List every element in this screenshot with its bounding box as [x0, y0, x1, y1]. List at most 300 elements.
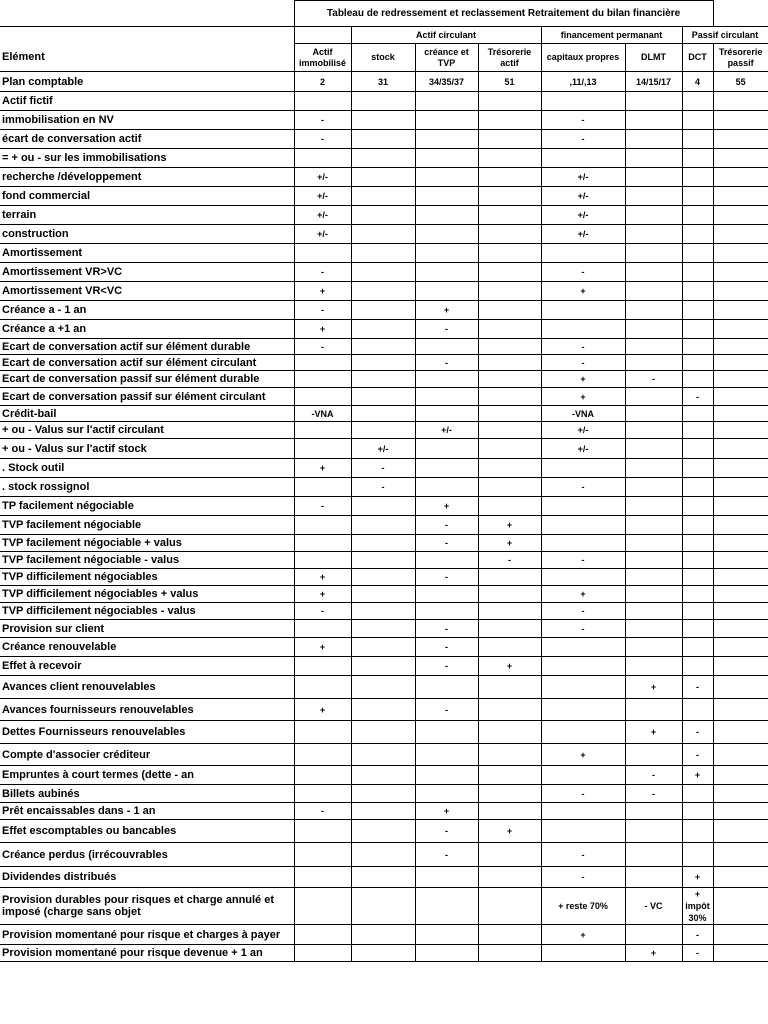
value-cell: [294, 925, 351, 945]
value-cell: [478, 888, 541, 925]
value-cell: 34/35/37: [415, 72, 478, 92]
value-cell: [415, 187, 478, 206]
table-row: [0, 766, 768, 785]
value-cell: [625, 187, 682, 206]
value-cell: [541, 516, 625, 535]
value-cell: [713, 406, 768, 422]
value-cell: [625, 388, 682, 406]
value-cell: -: [415, 535, 478, 552]
row-label: Ecart de conversation actif sur élément durable: [0, 339, 294, 355]
value-cell: +: [478, 657, 541, 676]
value-cell: [713, 516, 768, 535]
value-cell: [478, 187, 541, 206]
value-cell: [415, 744, 478, 766]
row-label: Plan comptable: [0, 72, 294, 92]
header-dct: DCT: [682, 44, 713, 72]
value-cell: [478, 206, 541, 225]
value-cell: [713, 339, 768, 355]
value-cell: [351, 620, 415, 638]
value-cell: 51: [478, 72, 541, 92]
value-cell: -: [682, 925, 713, 945]
value-cell: [415, 945, 478, 962]
value-cell: -: [478, 552, 541, 569]
value-cell: +: [625, 945, 682, 962]
value-cell: [478, 439, 541, 459]
value-cell: +: [294, 638, 351, 657]
value-cell: [294, 244, 351, 263]
row-label: Provision momentané pour risque devenue + 1 an: [0, 945, 294, 962]
value-cell: [415, 339, 478, 355]
value-cell: [351, 867, 415, 888]
value-cell: -VNA: [294, 406, 351, 422]
value-cell: [625, 339, 682, 355]
value-cell: [625, 439, 682, 459]
value-cell: [478, 676, 541, 699]
value-cell: [682, 586, 713, 603]
value-cell: [682, 552, 713, 569]
value-cell: -: [415, 516, 478, 535]
value-cell: [478, 785, 541, 803]
value-cell: [541, 820, 625, 843]
row-label: Avances fournisseurs renouvelables: [0, 699, 294, 721]
value-cell: +: [415, 497, 478, 516]
value-cell: +: [541, 388, 625, 406]
table-row: [0, 744, 768, 766]
value-cell: [478, 925, 541, 945]
value-cell: [351, 803, 415, 820]
value-cell: -: [541, 111, 625, 130]
group-financement-permanant: financement permanant: [541, 27, 682, 44]
value-cell: [294, 867, 351, 888]
value-cell: [478, 721, 541, 744]
value-cell: -: [625, 371, 682, 388]
value-cell: [713, 603, 768, 620]
value-cell: [541, 766, 625, 785]
value-cell: ,11/,13: [541, 72, 625, 92]
value-cell: 14/15/17: [625, 72, 682, 92]
value-cell: -: [415, 843, 478, 867]
value-cell: +: [294, 459, 351, 478]
value-cell: [682, 187, 713, 206]
group-actif-circulant: Actif circulant: [351, 27, 541, 44]
value-cell: -: [541, 478, 625, 497]
value-cell: [541, 657, 625, 676]
value-cell: [682, 149, 713, 168]
value-cell: [351, 263, 415, 282]
value-cell: [682, 422, 713, 439]
value-cell: [625, 569, 682, 586]
value-cell: [713, 843, 768, 867]
value-cell: [713, 676, 768, 699]
value-cell: [294, 439, 351, 459]
row-label: Dividendes distribués: [0, 867, 294, 888]
table-row: [0, 111, 768, 130]
table-row: [0, 497, 768, 516]
value-cell: [478, 569, 541, 586]
value-cell: [625, 149, 682, 168]
value-cell: -: [294, 111, 351, 130]
value-cell: [713, 355, 768, 371]
row-label: TVP facilement négociable + valus: [0, 535, 294, 552]
value-cell: [478, 130, 541, 149]
value-cell: -: [415, 638, 478, 657]
value-cell: [541, 569, 625, 586]
value-cell: [351, 945, 415, 962]
value-cell: [713, 225, 768, 244]
value-cell: -: [294, 263, 351, 282]
blank-cell: [713, 1, 768, 27]
value-cell: [415, 263, 478, 282]
value-cell: [415, 439, 478, 459]
row-label: fond commercial: [0, 187, 294, 206]
value-cell: -: [541, 339, 625, 355]
value-cell: [294, 388, 351, 406]
value-cell: -: [294, 803, 351, 820]
table-row: [0, 439, 768, 459]
value-cell: [682, 603, 713, 620]
table-row: [0, 388, 768, 406]
table-row: [0, 535, 768, 552]
table-row: [0, 552, 768, 569]
group-passif-circulant: Passif circulant: [682, 27, 768, 44]
value-cell: [294, 676, 351, 699]
value-cell: [415, 867, 478, 888]
row-label: Compte d'associer créditeur: [0, 744, 294, 766]
value-cell: [713, 638, 768, 657]
title-row: [0, 1, 768, 27]
value-cell: [682, 638, 713, 657]
value-cell: [478, 111, 541, 130]
row-label: Créance renouvelable: [0, 638, 294, 657]
value-cell: [682, 406, 713, 422]
value-cell: [351, 130, 415, 149]
value-cell: [478, 497, 541, 516]
value-cell: 4: [682, 72, 713, 92]
value-cell: [682, 320, 713, 339]
value-cell: [478, 945, 541, 962]
value-cell: -: [294, 339, 351, 355]
value-cell: [682, 785, 713, 803]
value-cell: [351, 586, 415, 603]
value-cell: [415, 676, 478, 699]
value-cell: -: [541, 867, 625, 888]
value-cell: [478, 766, 541, 785]
value-cell: [478, 586, 541, 603]
row-label: Créance perdus (irrécouvrables: [0, 843, 294, 867]
value-cell: [351, 225, 415, 244]
value-cell: [351, 603, 415, 620]
value-cell: 2: [294, 72, 351, 92]
value-cell: [294, 888, 351, 925]
value-cell: -: [682, 721, 713, 744]
value-cell: [713, 301, 768, 320]
value-cell: -: [682, 388, 713, 406]
value-cell: [682, 699, 713, 721]
value-cell: [351, 149, 415, 168]
value-cell: [713, 497, 768, 516]
table-row: [0, 187, 768, 206]
header-tresorerie-passif: Trésorerie passif: [713, 44, 768, 72]
value-cell: [415, 206, 478, 225]
value-cell: +: [541, 744, 625, 766]
value-cell: [351, 638, 415, 657]
value-cell: [682, 516, 713, 535]
value-cell: -: [415, 820, 478, 843]
value-cell: [625, 603, 682, 620]
value-cell: [682, 535, 713, 552]
value-cell: +/-: [294, 187, 351, 206]
value-cell: [682, 620, 713, 638]
value-cell: + reste 70%: [541, 888, 625, 925]
value-cell: +: [541, 282, 625, 301]
value-cell: [682, 355, 713, 371]
value-cell: 31: [351, 72, 415, 92]
table-row: [0, 676, 768, 699]
value-cell: [713, 244, 768, 263]
value-cell: [625, 422, 682, 439]
value-cell: [415, 586, 478, 603]
value-cell: [713, 439, 768, 459]
value-cell: -VNA: [541, 406, 625, 422]
row-label: Ecart de conversation passif sur élément durable: [0, 371, 294, 388]
value-cell: +: [415, 803, 478, 820]
value-cell: [351, 187, 415, 206]
value-cell: [294, 478, 351, 497]
table-row: [0, 371, 768, 388]
value-cell: [541, 676, 625, 699]
header-capitaux-propres: capitaux propres: [541, 44, 625, 72]
value-cell: [682, 168, 713, 187]
value-cell: [415, 111, 478, 130]
table-row: [0, 820, 768, 843]
value-cell: [682, 206, 713, 225]
value-cell: [415, 168, 478, 187]
value-cell: [351, 111, 415, 130]
value-cell: -: [541, 785, 625, 803]
value-cell: +: [294, 320, 351, 339]
value-cell: -: [682, 945, 713, 962]
value-cell: [682, 843, 713, 867]
value-cell: [478, 168, 541, 187]
value-cell: +: [415, 301, 478, 320]
value-cell: [415, 406, 478, 422]
table-row: [0, 478, 768, 497]
table-row: [0, 406, 768, 422]
value-cell: [713, 422, 768, 439]
value-cell: [351, 422, 415, 439]
value-cell: [625, 263, 682, 282]
value-cell: [713, 888, 768, 925]
value-cell: +/-: [541, 225, 625, 244]
value-cell: 55: [713, 72, 768, 92]
row-label: Avances client renouvelables: [0, 676, 294, 699]
value-cell: [351, 206, 415, 225]
value-cell: [478, 478, 541, 497]
value-cell: [294, 766, 351, 785]
value-cell: [478, 867, 541, 888]
header-dlmt: DLMT: [625, 44, 682, 72]
value-cell: [294, 92, 351, 111]
table-row: [0, 785, 768, 803]
value-cell: [351, 371, 415, 388]
value-cell: [713, 206, 768, 225]
value-cell: -: [294, 130, 351, 149]
table-row: [0, 168, 768, 187]
value-cell: [682, 92, 713, 111]
value-cell: -: [682, 744, 713, 766]
row-label: + ou - Valus sur l'actif circulant: [0, 422, 294, 439]
value-cell: [351, 843, 415, 867]
value-cell: [625, 168, 682, 187]
row-label: Effet à recevoir: [0, 657, 294, 676]
value-cell: [625, 459, 682, 478]
table-row: [0, 206, 768, 225]
value-cell: [415, 925, 478, 945]
table-row: [0, 355, 768, 371]
value-cell: [415, 282, 478, 301]
value-cell: [294, 843, 351, 867]
value-cell: + impôt 30%: [682, 888, 713, 925]
value-cell: [415, 552, 478, 569]
value-cell: [294, 552, 351, 569]
value-cell: +/-: [294, 168, 351, 187]
value-cell: [478, 301, 541, 320]
value-cell: [351, 516, 415, 535]
value-cell: -: [415, 699, 478, 721]
value-cell: +: [682, 867, 713, 888]
group-header-row: [0, 27, 768, 44]
value-cell: [415, 478, 478, 497]
value-cell: [682, 439, 713, 459]
row-label: écart de conversation actif: [0, 130, 294, 149]
value-cell: [478, 149, 541, 168]
value-cell: +: [682, 766, 713, 785]
value-cell: [294, 945, 351, 962]
value-cell: [541, 721, 625, 744]
value-cell: +: [478, 820, 541, 843]
value-cell: [625, 355, 682, 371]
value-cell: +: [625, 721, 682, 744]
value-cell: -: [294, 301, 351, 320]
row-label: Empruntes à court termes (dette - an: [0, 766, 294, 785]
value-cell: -: [415, 320, 478, 339]
value-cell: [682, 225, 713, 244]
table-row: [0, 149, 768, 168]
value-cell: [625, 552, 682, 569]
value-cell: +: [541, 925, 625, 945]
table-row: [0, 301, 768, 320]
value-cell: [625, 535, 682, 552]
row-label: Ecart de conversation actif sur élément circulant: [0, 355, 294, 371]
value-cell: +/-: [541, 187, 625, 206]
value-cell: [625, 478, 682, 497]
value-cell: +: [541, 586, 625, 603]
row-label: Provision momentané pour risque et charges à payer: [0, 925, 294, 945]
value-cell: [478, 320, 541, 339]
value-cell: [625, 406, 682, 422]
value-cell: [625, 130, 682, 149]
value-cell: [478, 244, 541, 263]
value-cell: +: [625, 676, 682, 699]
table-row: [0, 638, 768, 657]
value-cell: [351, 388, 415, 406]
blank-cell: [0, 1, 294, 27]
value-cell: -: [541, 355, 625, 371]
value-cell: [478, 422, 541, 439]
value-cell: [682, 820, 713, 843]
value-cell: [682, 569, 713, 586]
value-cell: [541, 301, 625, 320]
value-cell: [351, 699, 415, 721]
value-cell: [682, 282, 713, 301]
value-cell: +: [478, 516, 541, 535]
row-label: Amortissement VR>VC: [0, 263, 294, 282]
value-cell: [713, 620, 768, 638]
value-cell: [415, 388, 478, 406]
value-cell: [415, 603, 478, 620]
value-cell: [478, 843, 541, 867]
table-title: Tableau de redressement et reclassement Retraitement du bilan financière: [294, 1, 713, 27]
row-label: Amortissement VR<VC: [0, 282, 294, 301]
value-cell: [415, 130, 478, 149]
value-cell: [625, 586, 682, 603]
value-cell: +: [294, 699, 351, 721]
table-row: [0, 263, 768, 282]
table-row: [0, 72, 768, 92]
row-label: immobilisation en NV: [0, 111, 294, 130]
value-cell: [682, 130, 713, 149]
row-label: terrain: [0, 206, 294, 225]
value-cell: [625, 225, 682, 244]
value-cell: [713, 657, 768, 676]
value-cell: [541, 803, 625, 820]
row-label: Prêt encaissables dans - 1 an: [0, 803, 294, 820]
value-cell: [294, 721, 351, 744]
value-cell: [682, 263, 713, 282]
row-label: Dettes Fournisseurs renouvelables: [0, 721, 294, 744]
value-cell: [713, 766, 768, 785]
value-cell: [713, 478, 768, 497]
row-label: Billets aubinés: [0, 785, 294, 803]
value-cell: [478, 638, 541, 657]
value-cell: [294, 820, 351, 843]
value-cell: [351, 766, 415, 785]
value-cell: [541, 149, 625, 168]
table-row: [0, 620, 768, 638]
value-cell: -: [294, 603, 351, 620]
row-label: Créance a +1 an: [0, 320, 294, 339]
row-label: Provision sur client: [0, 620, 294, 638]
row-label: TVP difficilement négociables: [0, 569, 294, 586]
value-cell: [294, 355, 351, 371]
value-cell: [625, 744, 682, 766]
table-row: [0, 843, 768, 867]
row-label: Ecart de conversation passif sur élément circulant: [0, 388, 294, 406]
value-cell: [541, 459, 625, 478]
table-row: [0, 657, 768, 676]
value-cell: [713, 721, 768, 744]
table-row: [0, 516, 768, 535]
value-cell: -: [625, 785, 682, 803]
value-cell: [713, 388, 768, 406]
value-cell: [351, 925, 415, 945]
value-cell: [541, 92, 625, 111]
value-cell: [713, 744, 768, 766]
row-label: . Stock outil: [0, 459, 294, 478]
value-cell: [625, 699, 682, 721]
value-cell: [625, 92, 682, 111]
row-label: TVP difficilement négociables - valus: [0, 603, 294, 620]
